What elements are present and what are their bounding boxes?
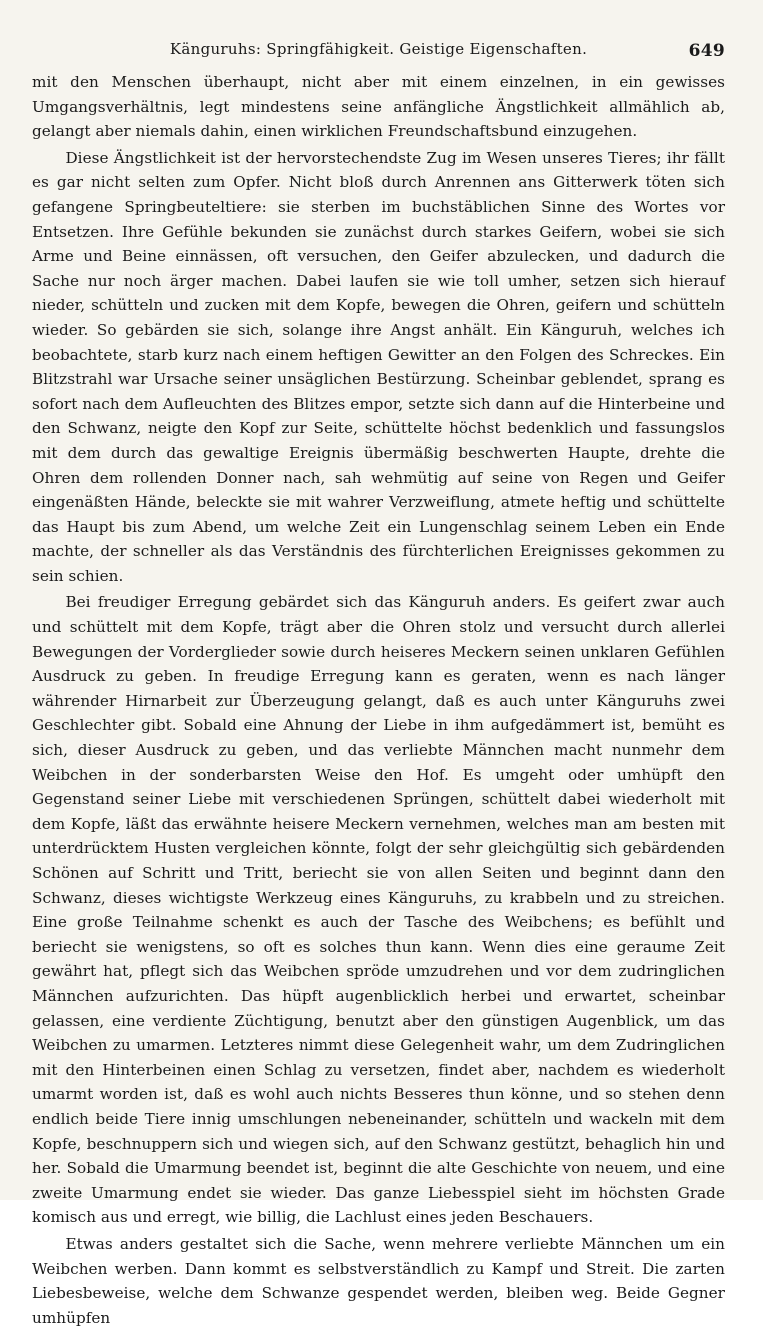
page-number: 649 [688,41,725,61]
paragraph: Etwas anders gestaltet sich die Sache, wenn mehrere verliebte Männchen um ein Weibchen werben. Dann kommt es selbstverständlich zu Kampf und Streit. Die zarten Liebesbeweise, welche dem Schwanze gespendet werden, bleiben weg. Beide Gegner umhüpfen [32,1234,725,1327]
paragraph-continued: mit den Menschen überhaupt, nicht aber mit einem einzelnen, in ein gewisses Umgangsverhältnis, legt mindestens seine anfängliche Ängstlichkeit allmählich ab, gelangt aber niemals dahin, einen wirklichen Freundschaftsbund einzugehen. [32,73,725,141]
running-head [32,28,725,70]
running-head-title: Känguruhs: Springfähigkeit. Geistige Eigenschaften. [169,40,588,58]
paragraph: Diese Ängstlichkeit ist der hervorstechendste Zug im Wesen unseres Tieres; ihr fällt es gar nicht selten zum Opfer. Nicht bloß durch Anrennen ans Gitterwerk töten sich gefangene Springbeuteltiere: sie sterben im buchstäblichen Sinne des Wortes vor Entsetzen. Ihre Gefühle bekunden sie zunächst durch starkes Geifern, wobei sie sich Arme und Beine einnässen, oft versuchen, den Geifer abzulecken, und dadurch die Sache nur noch ärger machen. Dabei laufen sie wie toll umher, setzen sich hierauf nieder, schütteln und zucken mit dem Kopfe, bewegen die Ohren, geifern und schütteln wieder. So gebärden sie sich, solange ihre Angst anhält. Ein Känguruh, welches ich beobachtete, starb kurz nach einem heftigen Gewitter an den Folgen des Schreckes. Ein Blitzstrahl war Ursache seiner unsäglichen Bestürzung. Scheinbar geblendet, sprang es sofort nach dem Aufleuchten des Blitzes empor, setzte sich dann auf die Hinterbeine und den Schwanz, neigte den Kopf zur Seite, schüttelte höchst bedenklich und fassungslos mit dem durch das gewaltige Ereignis übermäßig beschwerten Haupte, drehte die Ohren dem rollenden Donner nach, sah wehmütig auf seine von Regen und Geifer eingenäßten Hände, beleckte sie mit wahrer Verzweiflung, atmete heftig und schüttelte das Haupt bis zum Abend, um welche Zeit ein Lungenschlag seinem Leben ein Ende machte, der schneller als das Verständnis des fürchterlichen Ereignisses gekommen zu sein schien. [32,148,725,585]
paragraph: Bei freudiger Erregung gebärdet sich das Känguruh anders. Es geifert zwar auch und schüttelt mit dem Kopfe, trägt aber die Ohren stolz und versucht durch allerlei Bewegungen der Vorderglieder sowie durch heiseres Meckern seinen unklaren Gefühlen Ausdruck zu geben. In freudige Erregung kann es geraten, wenn es nach länger währender Hirnarbeit zur Überzeugung gelangt, daß es auch unter Känguruhs zwei Geschlechter gibt. Sobald eine Ahnung der Liebe in ihm aufgedämmert ist, bemüht es sich, dieser Ausdruck zu geben, und das verliebte Männchen macht nunmehr dem Weibchen in der sonderbarsten Weise den Hof. Es umgeht oder umhüpft den Gegenstand seiner Liebe mit verschiedenen Sprüngen, schüttelt dabei wiederholt mit dem Kopfe, läßt das erwähnte heisere Meckern vernehmen, welches man am besten mit unterdrücktem Husten vergleichen könnte, folgt der sehr gleichgültig sich gebärdenden Schönen auf Schritt und Tritt, beriecht sie von allen Seiten und beginnt dann den Schwanz, dieses wichtigste Werkzeug eines Känguruhs, zu krabbeln und zu streichen. Eine große Teilnahme schenkt es auch der Tasche des Weibchens; es befühlt und beriecht sie wenigstens, so oft es solches thun kann. Wenn dies eine geraume Zeit gewährt hat, pflegt sich das Weibchen spröde umzudrehen und vor dem zudringlichen Männchen aufzurichten. Das hüpft augenblicklich herbei und erwartet, scheinbar gelassen, eine verdiente Züchtigung, benutzt aber den günstigen Augenblick, um das Weibchen zu umarmen. Letzteres nimmt diese Gelegenheit wahr, um dem Zudringlichen mit den Hinterbeinen einen Schlag zu versetzen, findet aber, nachdem es wiederholt umarmt worden ist, daß es wohl auch nichts Besseres thun könne, und so stehen denn endlich beide Tiere innig umschlungen nebeneinander, schütteln und wackeln mit dem Kopfe, beschnuppern sich und wiegen sich, auf den Schwanz gestützt, behaglich hin und her. Sobald die Umarmung beendet ist, beginnt die alte Geschichte von neuem, und eine zweite Umarmung endet sie wieder. Das ganze Liebesspiel sieht im höchsten Grade komisch aus und erregt, wie billig, die Lachlust eines jeden Beschauers. [32,593,725,1227]
body-text [32,70,725,1330]
